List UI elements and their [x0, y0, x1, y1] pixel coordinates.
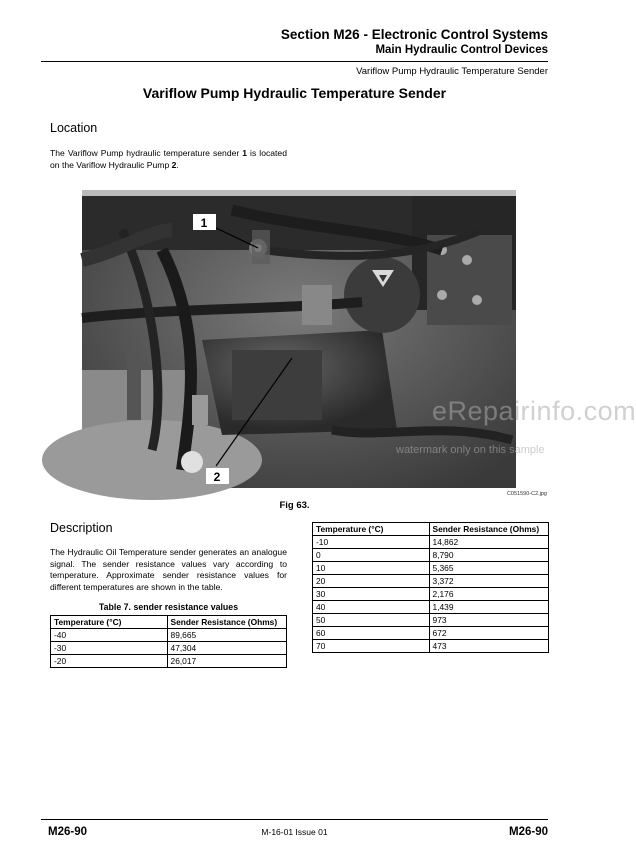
- temperature-cell: 50: [313, 614, 430, 627]
- resistance-cell: 672: [429, 627, 548, 640]
- header-cell: Sender Resistance (Ohms): [429, 523, 548, 536]
- table-7-caption: Table 7. sender resistance values: [98, 602, 239, 612]
- resistance-cell: 5,365: [429, 562, 548, 575]
- watermark-note: watermark only on this sample: [396, 444, 545, 456]
- section-subtitle: Main Hydraulic Control Devices: [375, 44, 548, 56]
- table-row: [313, 575, 549, 588]
- table-row: [51, 642, 287, 655]
- figure-code: C051590-C2.jpg: [506, 491, 547, 497]
- page-title: Variflow Pump Hydraulic Temperature Sender: [142, 85, 447, 101]
- resistance-cell: 1,439: [429, 601, 548, 614]
- callout-label-2: 2: [213, 470, 221, 484]
- table-row: [313, 562, 549, 575]
- table-row: [313, 549, 549, 562]
- temperature-cell: 10: [313, 562, 430, 575]
- location-heading: Location: [50, 121, 98, 135]
- header-cell: Temperature (°C): [51, 616, 168, 629]
- table-row: [313, 640, 549, 653]
- resistance-cell: 8,790: [429, 549, 548, 562]
- header-cell: Sender Resistance (Ohms): [167, 616, 286, 629]
- resistance-cell: 473: [429, 640, 548, 653]
- temperature-cell: 20: [313, 575, 430, 588]
- temperature-cell: 60: [313, 627, 430, 640]
- page-number-left: M26-90: [48, 826, 87, 838]
- footer-divider: [41, 819, 548, 820]
- issue-label: M-16-01 Issue 01: [261, 827, 328, 837]
- table-row: [313, 614, 549, 627]
- table-row: [313, 627, 549, 640]
- table-row: [313, 588, 549, 601]
- resistance-cell: 89,665: [167, 629, 286, 642]
- figure-caption: Fig 63.: [279, 500, 310, 511]
- table-7: [50, 615, 287, 668]
- table-row: [313, 536, 549, 549]
- table-row: [51, 655, 287, 668]
- temperature-cell: 70: [313, 640, 430, 653]
- table-row: [313, 601, 549, 614]
- resistance-cell: 26,017: [167, 655, 286, 668]
- header-divider: [41, 61, 548, 62]
- temperature-cell: -40: [51, 629, 168, 642]
- resistance-table-continued: [312, 522, 549, 653]
- temperature-cell: -10: [313, 536, 430, 549]
- table-row: [51, 629, 287, 642]
- description-text: The Hydraulic Oil Temperature sender generates an analogue signal. The sender resistance values vary according to temperature. Approximate sender resistance values for different temperatures are shown in the table.: [50, 547, 287, 592]
- page-number-right: M26-90: [509, 826, 548, 838]
- header-cell: Temperature (°C): [313, 523, 430, 536]
- callout-label-1: 1: [200, 216, 208, 230]
- resistance-cell: 14,862: [429, 536, 548, 549]
- resistance-cell: 3,372: [429, 575, 548, 588]
- description-heading: Description: [50, 521, 113, 535]
- table-7-header-row: [51, 616, 287, 629]
- temperature-cell: 30: [313, 588, 430, 601]
- temperature-cell: 40: [313, 601, 430, 614]
- temperature-cell: 0: [313, 549, 430, 562]
- watermark-brand: eRepairinfo.com: [432, 396, 636, 426]
- temperature-cell: -20: [51, 655, 168, 668]
- section-title: Section M26 - Electronic Control Systems: [280, 27, 548, 42]
- resistance-cell: 973: [429, 614, 548, 627]
- resistance-cell: 2,176: [429, 588, 548, 601]
- resistance-cell: 47,304: [167, 642, 286, 655]
- table-header-row: [313, 523, 549, 536]
- temperature-cell: -30: [51, 642, 168, 655]
- location-text: The Variflow Pump hydraulic temperature sender 1 is located on the Variflow Hydraulic Pump 2.: [50, 148, 287, 170]
- topic-label: Variflow Pump Hydraulic Temperature Sender: [356, 66, 548, 77]
